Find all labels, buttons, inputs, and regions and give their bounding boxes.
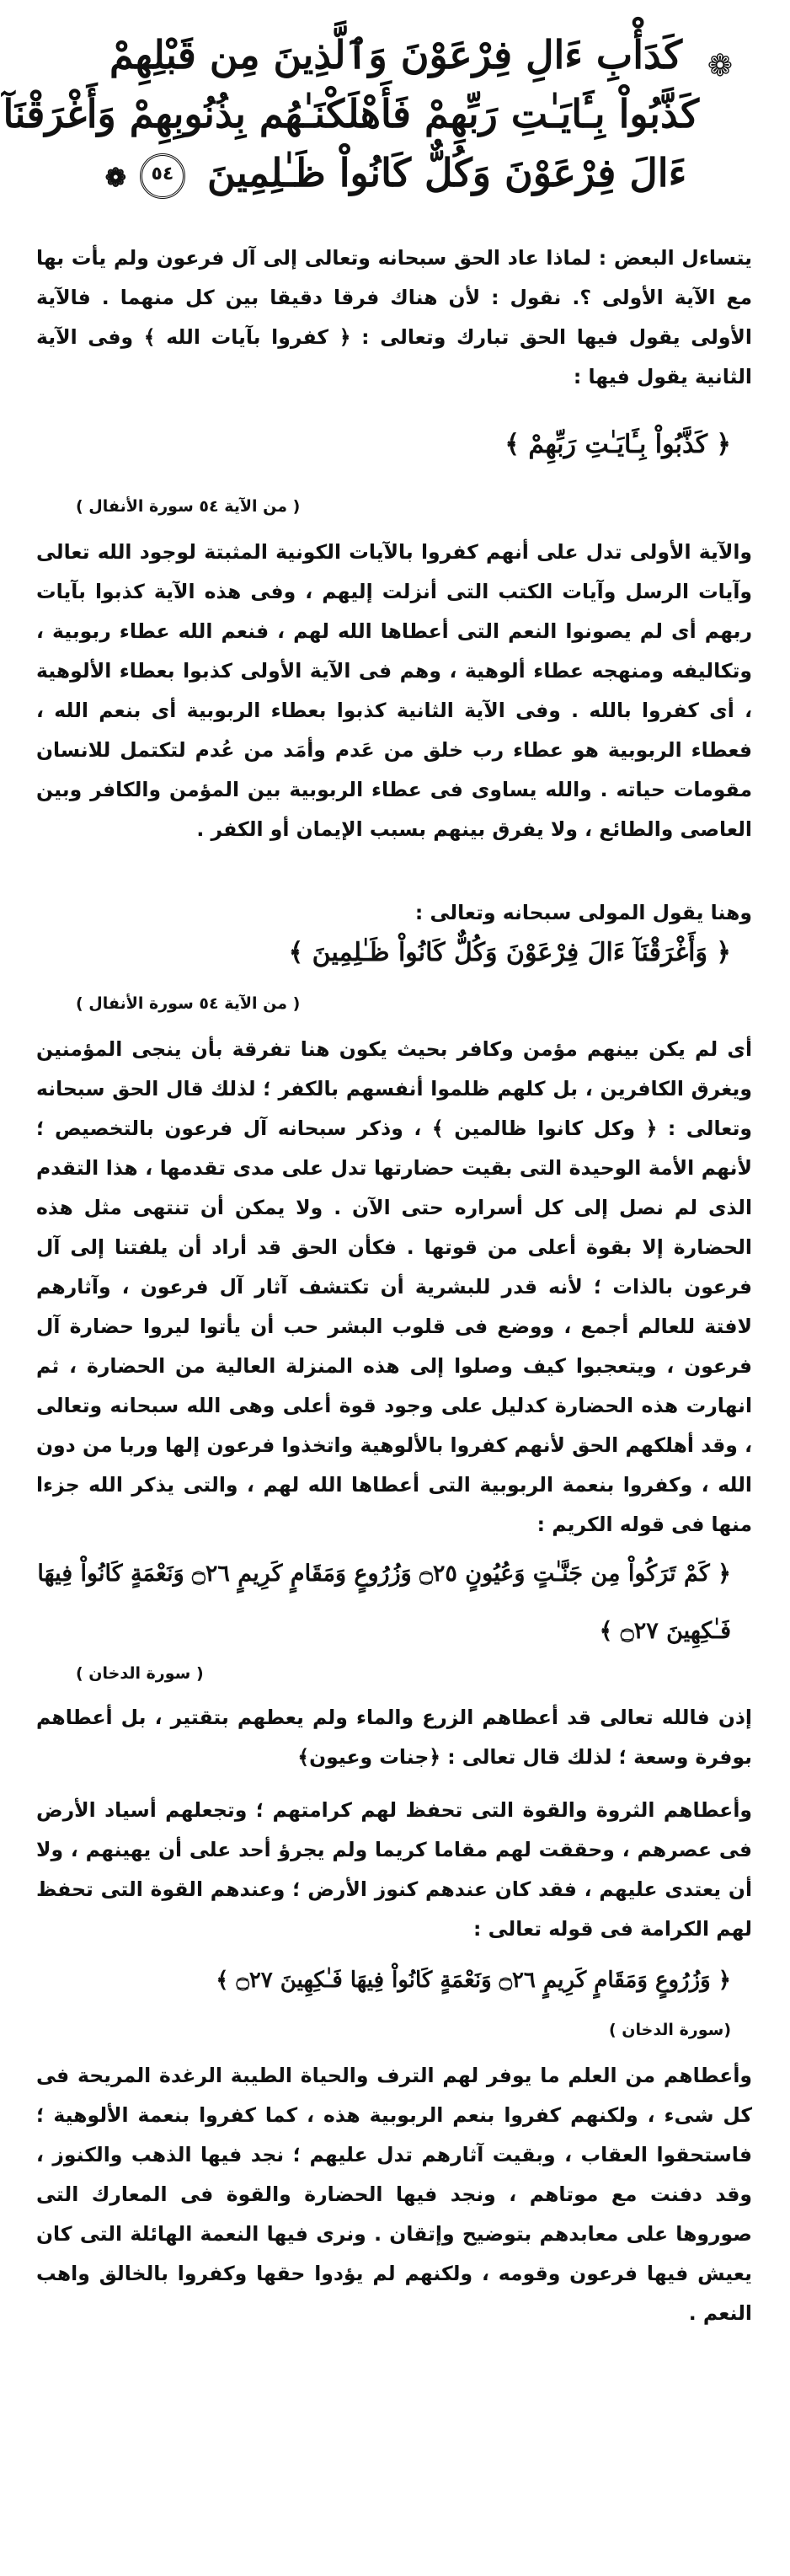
reference-4: (سورة الدخان ) (608, 2021, 731, 2039)
quote-4: ﴿ وَزُرُوعٍ وَمَقَامٍ كَرِيمٍ ۝٢٦ وَنَعْمَةٍ كَانُواْ فِيهَا فَـٰكِهِينَ ۝٢٧ ﴾ (216, 1968, 731, 1993)
paragraph-6: وأعطاهم الثروة والقوة التى تحفظ لهم كرامتهم ؛ وتجعلهم أسياد الأرض فى عصرهم ، وحققت لهم مقاما كريما ولم يجرؤ أحد على أن يهينهم ، ولا أن يعتدى عليهم ، فقد كان عندهم كنوز الأرض ؛ وعندهم القوة التى تحفظ لهم الكرامة فى قوله تعالى : (36, 1798, 752, 1941)
paragraph-2: والآية الأولى تدل على أنهم كفروا بالآيات الكونية المثبتة لوجود الله تعالى وآيات الرسل وآيات الكتب التى أنزلت إليهم ، وفى هذه الآية كذبوا بآيات ربهم أى لم يصونوا النعم التى أعطاها الله لهم ، فنعم الله عطاء ربوبية ، وتكاليفه ومنهجه عطاء ألوهية ، وهم فى الآية الأولى كذبوا بعطاء الألوهية ، أى كفروا بالله . وفى الآية الثانية كذبوا بعطاء الربوبية أى بنعم الله ، فعطاء الربوبية هو عطاء رب خلق من عَدم وأمَد من عُدم لتكتمل للانسان مقومات حياته . والله يساوى فى عطاء الربوبية بين المؤمن والكافر وبين العاصى والطائع ، ولا يفرق بينهم بسبب الإيمان أو الكفر . (36, 540, 752, 841)
paragraph-5: إذن فالله تعالى قد أعطاهم الزرع والماء ولم يعطهم بتقتير ، بل أعطاهم بوفرة وسعة ؛ لذلك قال تعالى : ﴿جنات وعيون﴾ (36, 1706, 752, 1769)
quote-1: ﴿ كَذَّبُواْ بِـَٔايَـٰتِ رَبِّهِمْ ﴾ (504, 430, 731, 459)
verse-header (3, 25, 733, 215)
reference-3: ( سورة الدخان ) (76, 1664, 204, 1683)
quote-2: ﴿ وَأَغْرَقْنَآ ءَالَ فِرْعَوْنَ وَكُلٌّ كَانُواْ ظَـٰلِمِينَ ﴾ (288, 938, 731, 967)
quote-3-line-1: ﴿ كَمْ تَرَكُواْ مِن جَنَّـٰتٍ وَعُيُونٍ ۝٢٥ وَزُرُوعٍ وَمَقَامٍ كَرِيمٍ ۝٢٦ وَنَعْمَةٍ كَانُواْ فِيهَا (37, 1561, 731, 1587)
verse-line-2: كَذَّبُواْ بِـَٔايَـٰتِ رَبِّهِمْ فَأَهْلَكْنَـٰهُم بِذُنُوبِهِمْ وَأَغْرَقْنَآ (3, 91, 699, 137)
ornament-icon: ❁ (104, 163, 126, 193)
paragraph-4: أى لم يكن بينهم مؤمن وكافر بحيث يكون هنا تفرقة بأن ينجى المؤمنين ويغرق الكافرين ، بل كلهم ظلموا أنفسهم بالكفر ؛ لذلك قال الحق سبحانه وتعالى : ﴿ وكل كانوا ظالمين ﴾ ، وذكر سبحانه آل فرعون بالتخصيص ؛ لأنهم الأمة الوحيدة التى بقيت حضارتها تدل على مدى تقدمها ، هذا التقدم الذى لم نصل إلى كل أسراره حتى الآن . ولا يمكن أن تنتهى مثل هذه الحضارة إلا بقوة أعلى من قوتها . فكأن الحق قد أراد أن يلفتنا إلى آل فرعون بالذات ؛ لأنه قدر للبشرية أن تكتشف آثار آل فرعون ، وآثارهم لافتة للعالم أجمع ، ووضع فى قلوب البشر حب أن يأتوا ليروا حضارة آل فرعون ، ويتعجبوا كيف وصلوا إلى هذه المنزلة العالية من الحضارة ، ثم انهارت هذه الحضارة كدليل على وجود قوة أعلى وهى الله سبحانه وتعالى ، وقد أهلكهم الحق لأنهم كفروا بالألوهية واتخذوا فرعون إلها وربا من دون الله ، وكفروا بنعمة الربوبية التى أعطاها الله لهم ، والتى يذكر الله جزءا منها فى قوله الكريم : (36, 1037, 752, 1536)
verse-number: ٥٤ (140, 153, 185, 199)
verse-line-3-text: ءَالَ فِرْعَوْنَ وَكُلٌّ كَانُواْ ظَـٰلِمِينَ (206, 150, 687, 195)
ornament-icon: ❁ (707, 49, 733, 83)
reference-2: ( من الآية ٥٤ سورة الأنفال ) (76, 994, 301, 1013)
quote-3-line-2: فَـٰكِهِينَ ۝٢٧ ﴾ (599, 1618, 731, 1644)
verse-line-1: كَدَأْبِ ءَالِ فِرْعَوْنَ وَٱلَّذِينَ مِن قَبْلِهِمْ (109, 32, 683, 78)
reference-1: ( من الآية ٥٤ سورة الأنفال ) (76, 497, 301, 516)
paragraph-3: وهنا يقول المولى سبحانه وتعالى : (414, 901, 752, 924)
paragraph-7: وأعطاهم من العلم ما يوفر لهم الترف والحياة الطيبة الرغدة المريحة فى كل شىء ، ولكنهم كفروا بنعم الربوبية هذه ، كما كفروا بنعمة الألوهية ؛ فاستحقوا العقاب ، وبقيت آثارهم تدل عليهم ؛ نجد فيها الذهب والكنوز ، وقد دفنت مع موتاهم ، ونجد فيها الحضارة والقوة فى المعارك التى صوروها على معابدهم بتوضيح وإتقان . ونرى فيها النعمة الهائلة التى كان يعيش فيها فرعون وقومه ، ولكنهم لم يؤدوا حقها وكفروا بالخالق واهب النعم . (36, 2064, 752, 2325)
verse-line-3 (93, 143, 699, 208)
paragraph-1: يتساءل البعض : لماذا عاد الحق سبحانه وتعالى إلى آل فرعون ولم يأت بها مع الآية الأولى ؟. نقول : لأن هناك فرقا دقيقا بين كل منهما . فالآية الأولى يقول فيها الحق تبارك وتعالى : ﴿ كفروا بآيات الله ﴾ وفى الآية الثانية يقول فيها : (36, 246, 752, 388)
